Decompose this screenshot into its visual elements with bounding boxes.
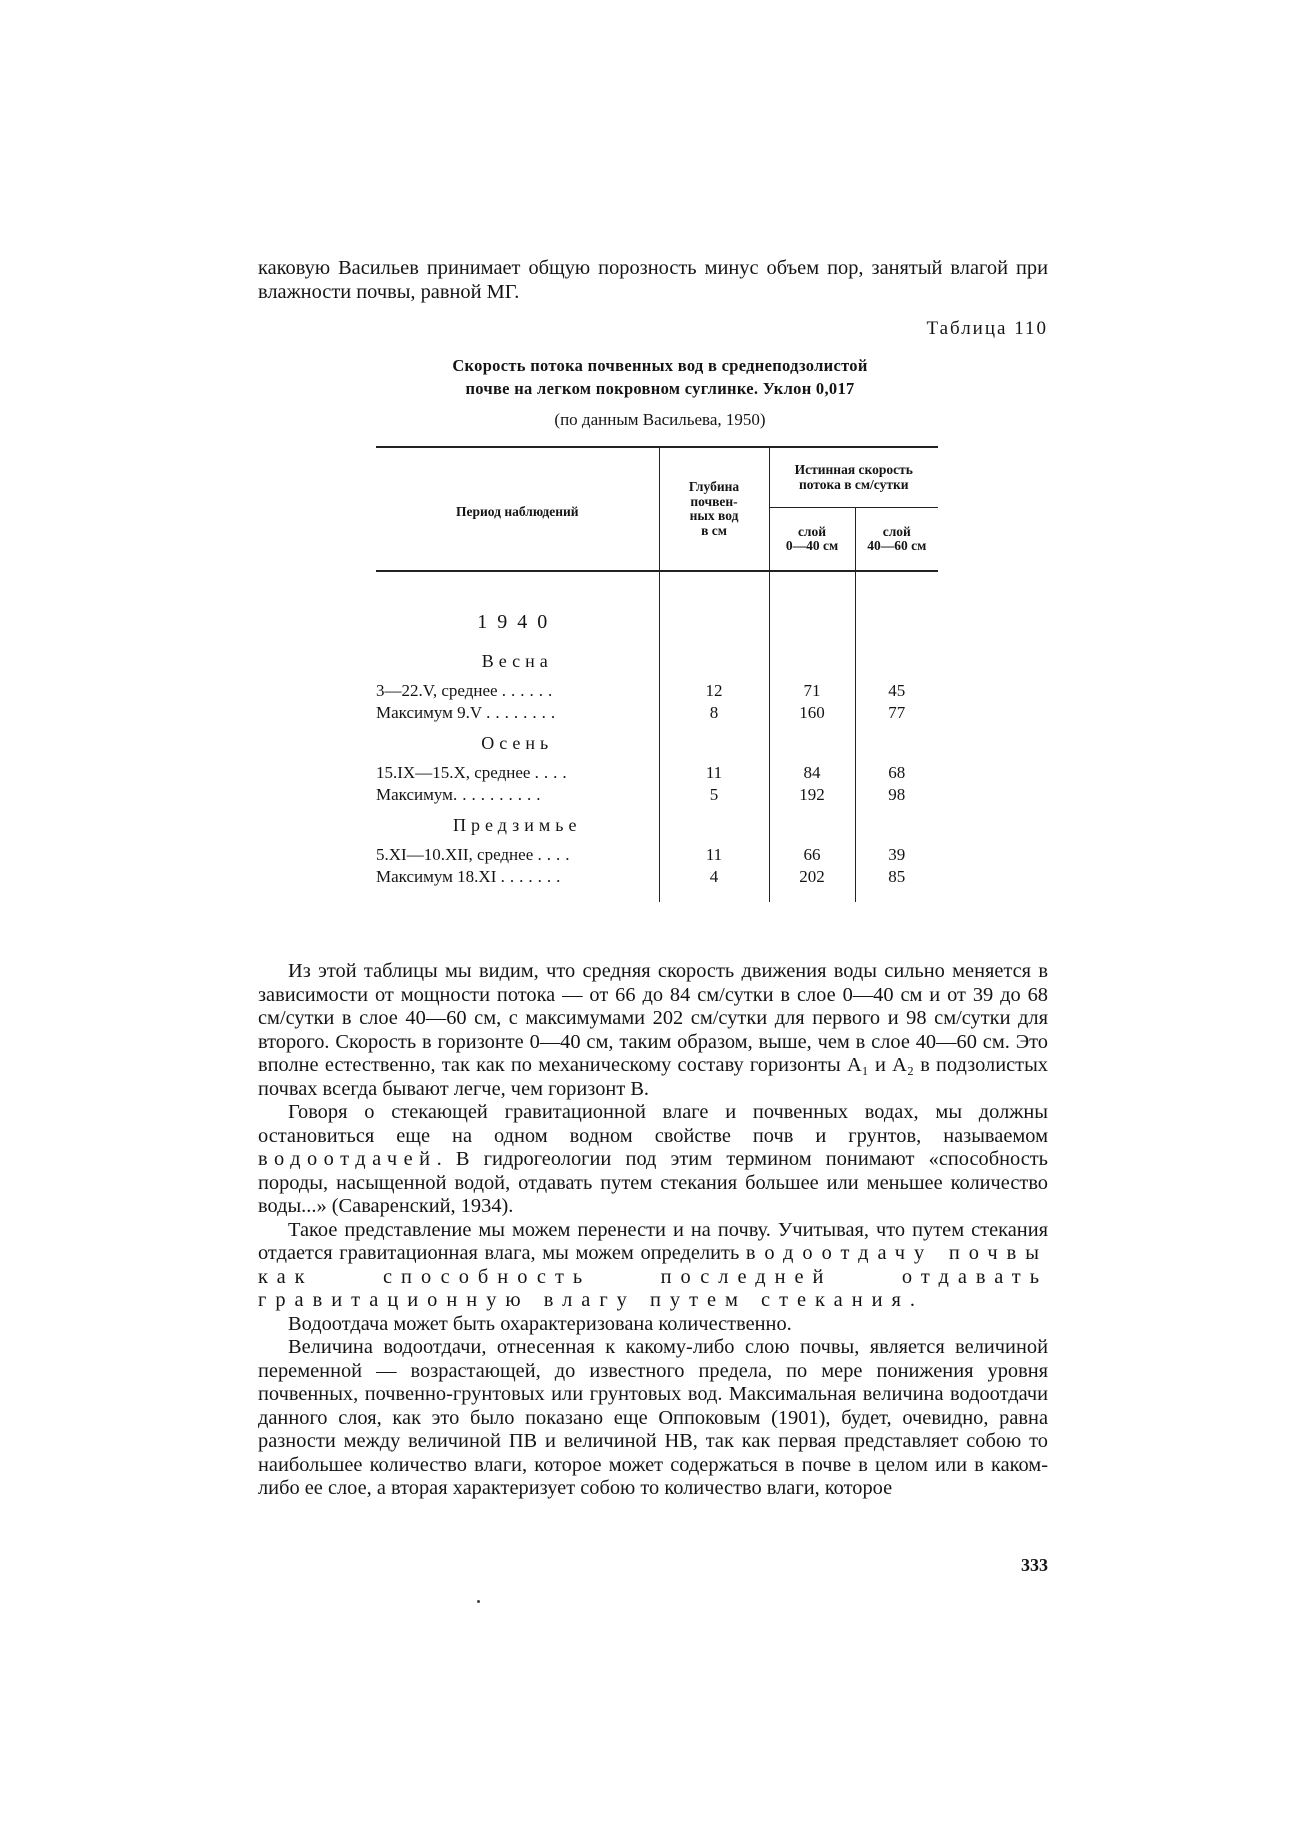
cell-depth: 8 <box>659 702 769 724</box>
cell-speed-40-60: 98 <box>855 784 938 806</box>
table-title-line-2: почве на легком покровном суглинке. Уклон 0,017 <box>465 379 855 398</box>
table-title <box>380 354 940 400</box>
cell-depth: 11 <box>659 844 769 866</box>
year-heading: 1940 <box>477 611 558 633</box>
table-row <box>376 762 938 784</box>
cell-depth: 12 <box>659 680 769 702</box>
row-label: Максимум.......... <box>376 785 546 804</box>
paragraph-2: Говоря о стекающей гравитационной влаге и почвенных водах, мы должны остановиться еще на одном водном свойстве почв и грунтов, называемом водоотдачей. В гидрогеологии под этим термином понимают «способность породы, насыщенной водой, отдавать путем стекания большее или меньшее количество воды...» (Саваренский, 1934). <box>258 1101 1048 1217</box>
cell-speed-40-60: 45 <box>855 680 938 702</box>
cell-speed-40-60: 68 <box>855 762 938 784</box>
table-row <box>376 784 938 806</box>
definition-vodootdacha: водоотдачу почвы как способность последней отдавать гравитационную влагу путем стекания <box>258 1242 1049 1311</box>
row-label: 5.XI—10.XII, среднее .... <box>376 845 575 864</box>
cell-depth: 11 <box>659 762 769 784</box>
table-row <box>376 844 938 866</box>
cell-speed-40-60: 85 <box>855 866 938 888</box>
leader-dots: .......... <box>452 785 546 804</box>
header-depth-line-3: ных вод <box>689 508 739 523</box>
leader-dots: ....... <box>500 867 566 886</box>
header-depth-line-4: в см <box>701 522 727 538</box>
cell-speed-0-40: 84 <box>769 762 855 784</box>
cell-depth: 4 <box>659 866 769 888</box>
season-heading: Предзимье <box>453 815 582 835</box>
row-label: Максимум 9.V ........ <box>376 703 561 722</box>
data-table-container <box>376 446 938 902</box>
header-layer-0-40-line-2: 0—40 см <box>785 538 839 554</box>
header-layer-40-60 <box>855 508 938 571</box>
header-layer-0-40-line-1: слой <box>797 523 827 539</box>
table-number: Таблица 110 <box>926 318 1048 339</box>
body-text <box>258 960 1048 1501</box>
paragraph-3: Такое представление мы можем перенести и на почву. Учитывая, что путем стекания отдается гравитационная влага, мы можем определить водоотдачу почвы как способность последней отдавать гравитационную влагу путем стекания. <box>258 1218 1049 1311</box>
cell-speed-0-40: 202 <box>769 866 855 888</box>
header-depth <box>659 447 769 571</box>
cell-speed-0-40: 71 <box>769 680 855 702</box>
cell-depth: 5 <box>659 784 769 806</box>
header-depth-line-2: почвен- <box>690 493 738 509</box>
cell-speed-0-40: 160 <box>769 702 855 724</box>
cell-speed-40-60: 77 <box>855 702 938 724</box>
term-vodootdacha: водоотдачей <box>258 1148 437 1170</box>
header-speed-line-1: Истинная скорость <box>794 462 913 478</box>
header-period: Период наблюдений <box>376 447 659 571</box>
page-number: 333 <box>1021 1555 1048 1575</box>
paragraph-1: Из этой таблицы мы видим, что средняя скорость движения воды сильно меняется в зависимости от мощности потока — от 66 до 84 см/сутки в слое 0—40 см и от 39 до 68 см/сутки в слое 40—60 см, с максимумами 202 см/сутки для первого и 98 см/сутки для второго. Скорость в горизонте 0—40 см, таким образом, выше, чем в слое 40—60 см. Это вполне естественно, так как по механическому составу горизонты A₁ и A₂ в подзолистых почвах всегда бывают легче, чем горизонт B. <box>258 960 1048 1100</box>
header-speed <box>769 447 938 508</box>
data-table <box>376 446 938 902</box>
table-row <box>376 680 938 702</box>
row-label: Максимум 18.XI ....... <box>376 867 566 886</box>
cell-speed-40-60: 39 <box>855 844 938 866</box>
intro-paragraph <box>258 257 1048 304</box>
cell-speed-0-40: 66 <box>769 844 855 866</box>
season-heading: Весна <box>481 651 553 671</box>
paragraph-5: Величина водоотдачи, отнесенная к какому-либо слою почвы, является величиной переменной — возрастающей, до известного предела, по мере понижения уровня почвенных, почвенно-грунтовых или грунтовых вод. Максимальная величина водоотдачи данного слоя, как это было показано еще Оппоковым (1901), будет, очевидно, равна разности между величиной ПВ и величиной НВ, так как первая представляет собою то наибольшее количество влаги, которое может содержаться в почве в целом или в каком-либо ее слое, а вторая характеризует собою то количество влаги, которое <box>258 1336 1048 1499</box>
table-row <box>376 702 938 724</box>
header-layer-40-60-line-1: слой <box>882 523 911 539</box>
leader-dots: ........ <box>486 703 561 722</box>
print-speck <box>477 1600 480 1603</box>
header-layer-40-60-line-2: 40—60 см <box>867 538 927 554</box>
cell-speed-0-40: 192 <box>769 784 855 806</box>
leader-dots: .... <box>534 763 572 782</box>
table-source: (по данным Васильева, 1950) <box>554 410 766 429</box>
header-layer-0-40 <box>769 508 855 571</box>
leader-dots: ...... <box>501 681 558 700</box>
row-label: 3—22.V, среднее ...... <box>376 681 558 700</box>
table-title-line-1: Скорость потока почвенных вод в среднеподзолистой <box>452 356 868 375</box>
header-depth-line-1: Глубина <box>688 479 740 494</box>
table-row <box>376 866 938 888</box>
header-speed-line-2: потока в см/сутки <box>798 476 909 492</box>
leader-dots: .... <box>537 845 575 864</box>
intro-text: каковую Васильев принимает общую порозность минус объем пор, занятый влагой при влажности почвы, равной МГ. <box>258 257 1048 303</box>
paragraph-4: Водоотдача может быть охарактеризована количественно. <box>288 1312 792 1335</box>
season-heading: Осень <box>481 733 554 753</box>
row-label: 15.IX—15.X, среднее .... <box>376 763 572 782</box>
